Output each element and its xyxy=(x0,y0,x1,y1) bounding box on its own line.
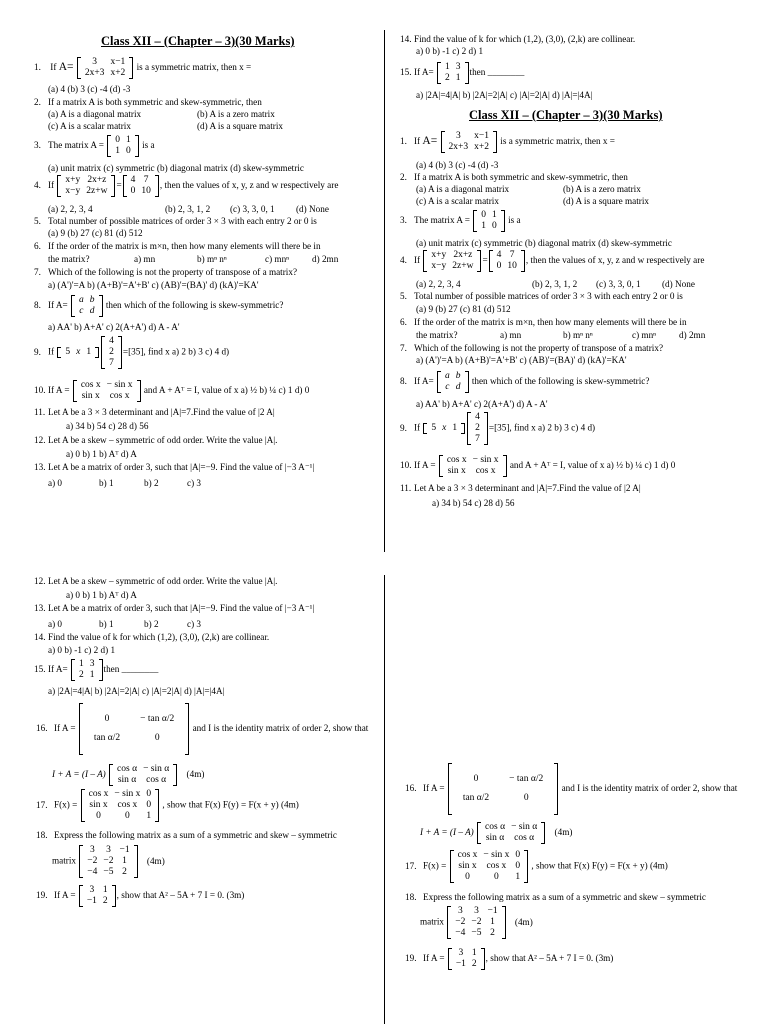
q2-option-d-r: (d) A is a square matrix xyxy=(563,196,649,206)
q14-options-top: a) 0 b) -1 c) 2 d) 1 xyxy=(416,46,484,56)
question-13-b: 13. Let A be a matrix of order 3, such that |A|=−9. Find the value of |−3 A⁻¹| xyxy=(34,603,315,613)
q-num: 1. xyxy=(34,62,41,73)
q4-option-c-r: (c) 3, 3, 0, 1 xyxy=(596,279,641,289)
q4-option-b-r: (b) 2, 3, 1, 2 xyxy=(532,279,578,289)
q4-option-a: (a) 2, 2, 3, 4 xyxy=(48,204,93,214)
q6-option-b: b) mⁿ nⁿ xyxy=(197,254,227,264)
question-6: 6. If the order of the matrix is m×n, then how many elements will there be in xyxy=(34,241,321,251)
question-12-b: 12. Let A be a skew – symmetric of odd order. Write the value |A|. xyxy=(34,576,278,586)
q2-option-c-r: (c) A is a scalar matrix xyxy=(416,196,499,206)
question-1-r: 1. If A= 3 x−1 2x+3 x+2 is a symmetric matrix, then x = xyxy=(400,131,615,152)
q6-text-2-r: the matrix? xyxy=(416,330,458,340)
question-4: 4. If x+y 2x+z x−y 2z+w = 4 7 0 10 , then the values of x, y, z and w respectively are xyxy=(34,175,339,196)
q2-option-a: (a) A is a diagonal matrix xyxy=(48,109,142,119)
q6-text-2: the matrix? xyxy=(48,254,90,264)
q12-options: a) 0 b) 1 b) Aᵀ d) A xyxy=(66,449,137,459)
q-text: is a symmetric matrix, then x = xyxy=(136,62,252,73)
matrix: 3 1 −1 2 xyxy=(79,885,116,907)
row-matrix: 5 x 1 xyxy=(423,423,465,434)
matrix: 0 1 1 0 xyxy=(107,135,139,157)
column-divider-top xyxy=(384,30,385,552)
question-13: 13. Let A be a matrix of order 3, such that |A|=−9. Find the value of |−3 A⁻¹| xyxy=(34,462,315,472)
matrix: cos x − sin x 0 sin x cos x 0 0 0 1 xyxy=(81,789,160,822)
matrix: 3 3 −1 −2 −2 1 −4 −5 2 xyxy=(447,906,505,939)
question-17-r: 17. F(x) = cos x − sin x 0 sin x cos x 0 0 0 1 , show that F(x) F(y) = F(x + y) (4m) xyxy=(405,850,668,882)
question-5: 5. Total number of possible matrices of order 3 × 3 with each entry 2 or 0 is xyxy=(34,216,317,226)
q5-options-r: (a) 9 (b) 27 (c) 81 (d) 512 xyxy=(416,304,511,314)
q2-option-a-r: (a) A is a diagonal matrix xyxy=(416,184,510,194)
q6-option-c-r: c) mnⁿ xyxy=(632,330,657,340)
q11-options: a) 34 b) 54 c) 28 d) 56 xyxy=(66,421,149,431)
q14-options-b: a) 0 b) -1 c) 2 d) 1 xyxy=(48,645,116,655)
q13-option-a: a) 0 xyxy=(48,478,63,488)
q13-option-d-b: c) 3 xyxy=(187,619,202,629)
question-8: 8. If A= a b c d then which of the following is skew-symmetric? xyxy=(34,295,284,316)
matrix: cos x − sin x sin x cos x xyxy=(439,455,507,477)
matrix: cos x − sin x 0 sin x cos x 0 0 0 1 xyxy=(450,850,529,883)
matrix: cos α − sin α sin α cos α xyxy=(477,822,545,844)
q6-option-c: c) mnⁿ xyxy=(265,254,290,264)
q2-option-d: (d) A is a square matrix xyxy=(197,121,283,131)
q7-options-r: a) (A')'=A b) (A+B)'=A'+B' c) (AB)'=(BA)' d) (kA)'=KA' xyxy=(416,355,627,365)
question-2-r: 2. If a matrix A is both symmetric and skew-symmetric, then xyxy=(400,172,628,182)
q6-option-d: d) 2mn xyxy=(312,254,339,264)
q4-option-b: (b) 2, 3, 1, 2 xyxy=(165,204,211,214)
q15-options-top: a) |2A|=4|A| b) |2A|=2|A| c) |A|=2|A| d) |A|=|4A| xyxy=(416,90,593,100)
q13-option-b: b) 1 xyxy=(99,478,114,488)
question-3: 3. The matrix A = 0 1 1 0 is a xyxy=(34,135,155,156)
q6-option-a: a) mn xyxy=(134,254,156,264)
matrix: 4 7 0 10 xyxy=(489,250,525,272)
q13-option-c: b) 2 xyxy=(144,478,159,488)
q1-options: (a) 4 (b) 3 (c) -4 (d) -3 xyxy=(48,84,131,94)
column-divider-bottom xyxy=(384,575,385,1024)
matrix: 3 x−1 2x+3 x+2 xyxy=(441,131,497,153)
question-18-r: 18. Express the following matrix as a sum of a symmetric and skew – symmetric xyxy=(405,892,706,902)
q16-equation-r: I + A = (I – A) cos α − sin α sin α cos α (4m) xyxy=(420,822,573,843)
q13-option-d: c) 3 xyxy=(187,478,202,488)
q13-option-c-b: b) 2 xyxy=(144,619,159,629)
q18-matrix-r: matrix 3 3 −1 −2 −2 1 −4 −5 2 (4m) xyxy=(420,906,533,938)
q4-option-d-r: (d) None xyxy=(662,279,695,289)
question-14-top: 14. Find the value of k for which (1,2), (3,0), (2,k) are collinear. xyxy=(400,34,636,44)
question-16-r: 16. If A = 0 − tan α/2 tan α/2 0 and I is the identity matrix of order 2, show that xyxy=(405,763,737,815)
question-7: 7. Which of the following is not the property of transpose of a matrix? xyxy=(34,267,298,277)
q6-option-b-r: b) mⁿ nⁿ xyxy=(563,330,593,340)
q-text: If xyxy=(50,62,59,73)
matrix: 3 1 −1 2 xyxy=(448,948,485,970)
question-19-b: 19. If A = 3 1 −1 2 , show that A² – 5A + 7 I = 0. (3m) xyxy=(36,885,245,906)
question-4-r: 4. If x+y 2x+z x−y 2z+w = 4 7 0 10 , then the values of x, y, z and w respectively are xyxy=(400,250,705,271)
matrix: a b c d xyxy=(437,371,469,393)
q13-option-a-b: a) 0 xyxy=(48,619,63,629)
q2-option-c: (c) A is a scalar matrix xyxy=(48,121,131,131)
question-10: 10. If A = cos x − sin x sin x cos x and A + Aᵀ = I, value of x a) ½ b) ¼ c) 1 d) 0 xyxy=(34,380,310,401)
question-18-b: 18. Express the following matrix as a sum of a symmetric and skew – symmetric xyxy=(36,830,337,840)
q3-options: (a) unit matrix (c) symmetric (b) diagonal matrix (d) skew-symmetric xyxy=(48,163,304,173)
q8-options: a) AA' b) A+A' c) 2(A+A') d) A - A' xyxy=(48,322,180,332)
matrix: x+y 2x+z x−y 2z+w xyxy=(57,175,115,197)
matrix: cos x − sin x sin x cos x xyxy=(73,380,141,402)
row-matrix: 5 x 1 xyxy=(57,347,99,358)
question-11-r: 11. Let A be a 3 × 3 determinant and |A|=7.Find the value of |2 A| xyxy=(400,483,641,493)
question-8-r: 8. If A= a b c d then which of the following is skew-symmetric? xyxy=(400,371,650,392)
q4-option-a-r: (a) 2, 2, 3, 4 xyxy=(416,279,461,289)
q7-options: a) (A')'=A b) (A+B)'=A'+B' c) (AB)'=(BA)' d) (kA)'=KA' xyxy=(48,280,259,290)
matrix: 1 3 2 1 xyxy=(71,659,103,681)
question-15-top: 15. If A= 1 3 2 1 then ________ xyxy=(400,62,525,83)
question-7-r: 7. Which of the following is not the property of transpose of a matrix? xyxy=(400,343,664,353)
q6-option-d-r: d) 2mn xyxy=(679,330,706,340)
q1-options-r: (a) 4 (b) 3 (c) -4 (d) -3 xyxy=(416,160,499,170)
matrix: 3 3 −1 −2 −2 1 −4 −5 2 xyxy=(79,845,137,878)
q4-option-c: (c) 3, 3, 0, 1 xyxy=(230,204,275,214)
matrix: 0 1 1 0 xyxy=(473,210,505,232)
q8-options-r: a) AA' b) A+A' c) 2(A+A') d) A - A' xyxy=(416,399,548,409)
q-text: A xyxy=(58,61,68,74)
question-17-b: 17. F(x) = cos x − sin x 0 sin x cos x 0 0 0 1 , show that F(x) F(y) = F(x + y) (4m) xyxy=(36,789,299,821)
matrix: 4 7 0 10 xyxy=(123,175,159,197)
q11-options-r: a) 34 b) 54 c) 28 d) 56 xyxy=(432,498,515,508)
question-9: 9. If 5 x 1 4 2 7 =[35], find x a) 2 b) 3 c) 4 d) xyxy=(34,336,230,368)
question-14-b: 14. Find the value of k for which (1,2), (3,0), (2,k) are collinear. xyxy=(34,632,270,642)
matrix: 3 x−1 2x+3 x+2 xyxy=(77,57,133,79)
matrix: cos α − sin α sin α cos α xyxy=(109,764,177,786)
question-5-r: 5. Total number of possible matrices of order 3 × 3 with each entry 2 or 0 is xyxy=(400,291,683,301)
title-top-left: Class XII – (Chapter – 3)(30 Marks) xyxy=(101,34,295,48)
q16-equation-b: I + A = (I – A) cos α − sin α sin α cos α (4m) xyxy=(52,764,205,785)
matrix: a b c d xyxy=(71,295,103,317)
q3-options-r: (a) unit matrix (c) symmetric (b) diagonal matrix (d) skew-symmetric xyxy=(416,238,672,248)
question-1: 1. If A= 3 x−1 2x+3 x+2 is a symmetric matrix, then x = xyxy=(34,57,252,78)
matrix: 0 − tan α/2 tan α/2 0 xyxy=(448,763,558,815)
question-9-r: 9. If 5 x 1 4 2 7 =[35], find x a) 2 b) 3 c) 4 d) xyxy=(400,412,596,444)
column-matrix: 4 2 7 xyxy=(101,336,122,369)
q2-option-b: (b) A is a zero matrix xyxy=(197,109,275,119)
q5-options: (a) 9 (b) 27 (c) 81 (d) 512 xyxy=(48,228,143,238)
question-3-r: 3. The matrix A = 0 1 1 0 is a xyxy=(400,210,521,231)
q6-option-a-r: a) mn xyxy=(500,330,522,340)
q13-option-b-b: b) 1 xyxy=(99,619,114,629)
column-matrix: 4 2 7 xyxy=(467,412,488,445)
question-6-r: 6. If the order of the matrix is m×n, then how many elements will there be in xyxy=(400,317,687,327)
title-top-right: Class XII – (Chapter – 3)(30 Marks) xyxy=(469,108,663,122)
q15-options-b: a) |2A|=4|A| b) |2A|=2|A| c) |A|=2|A| d) |A|=|4A| xyxy=(48,686,225,696)
question-15-b: 15. If A= 1 3 2 1 then ________ xyxy=(34,659,159,680)
q4-option-d: (d) None xyxy=(296,204,329,214)
matrix: 1 3 2 1 xyxy=(437,62,469,84)
question-10-r: 10. If A = cos x − sin x sin x cos x and A + Aᵀ = I, value of x a) ½ b) ¼ c) 1 d) 0 xyxy=(400,455,676,476)
matrix: 0 − tan α/2 tan α/2 0 xyxy=(79,703,189,755)
q12-options-b: a) 0 b) 1 b) Aᵀ d) A xyxy=(66,590,137,600)
question-16-b: 16. If A = 0 − tan α/2 tan α/2 0 and I is the identity matrix of order 2, show that xyxy=(36,703,368,755)
question-11: 11. Let A be a 3 × 3 determinant and |A|=7.Find the value of |2 A| xyxy=(34,407,275,417)
question-2: 2. If a matrix A is both symmetric and skew-symmetric, then xyxy=(34,97,262,107)
q2-option-b-r: (b) A is a zero matrix xyxy=(563,184,641,194)
q18-matrix-b: matrix 3 3 −1 −2 −2 1 −4 −5 2 (4m) xyxy=(52,845,165,877)
question-12: 12. Let A be a skew – symmetric of odd order. Write the value |A|. xyxy=(34,435,278,445)
matrix: x+y 2x+z x−y 2z+w xyxy=(423,250,481,272)
question-19-r: 19. If A = 3 1 −1 2 , show that A² – 5A + 7 I = 0. (3m) xyxy=(405,948,614,969)
